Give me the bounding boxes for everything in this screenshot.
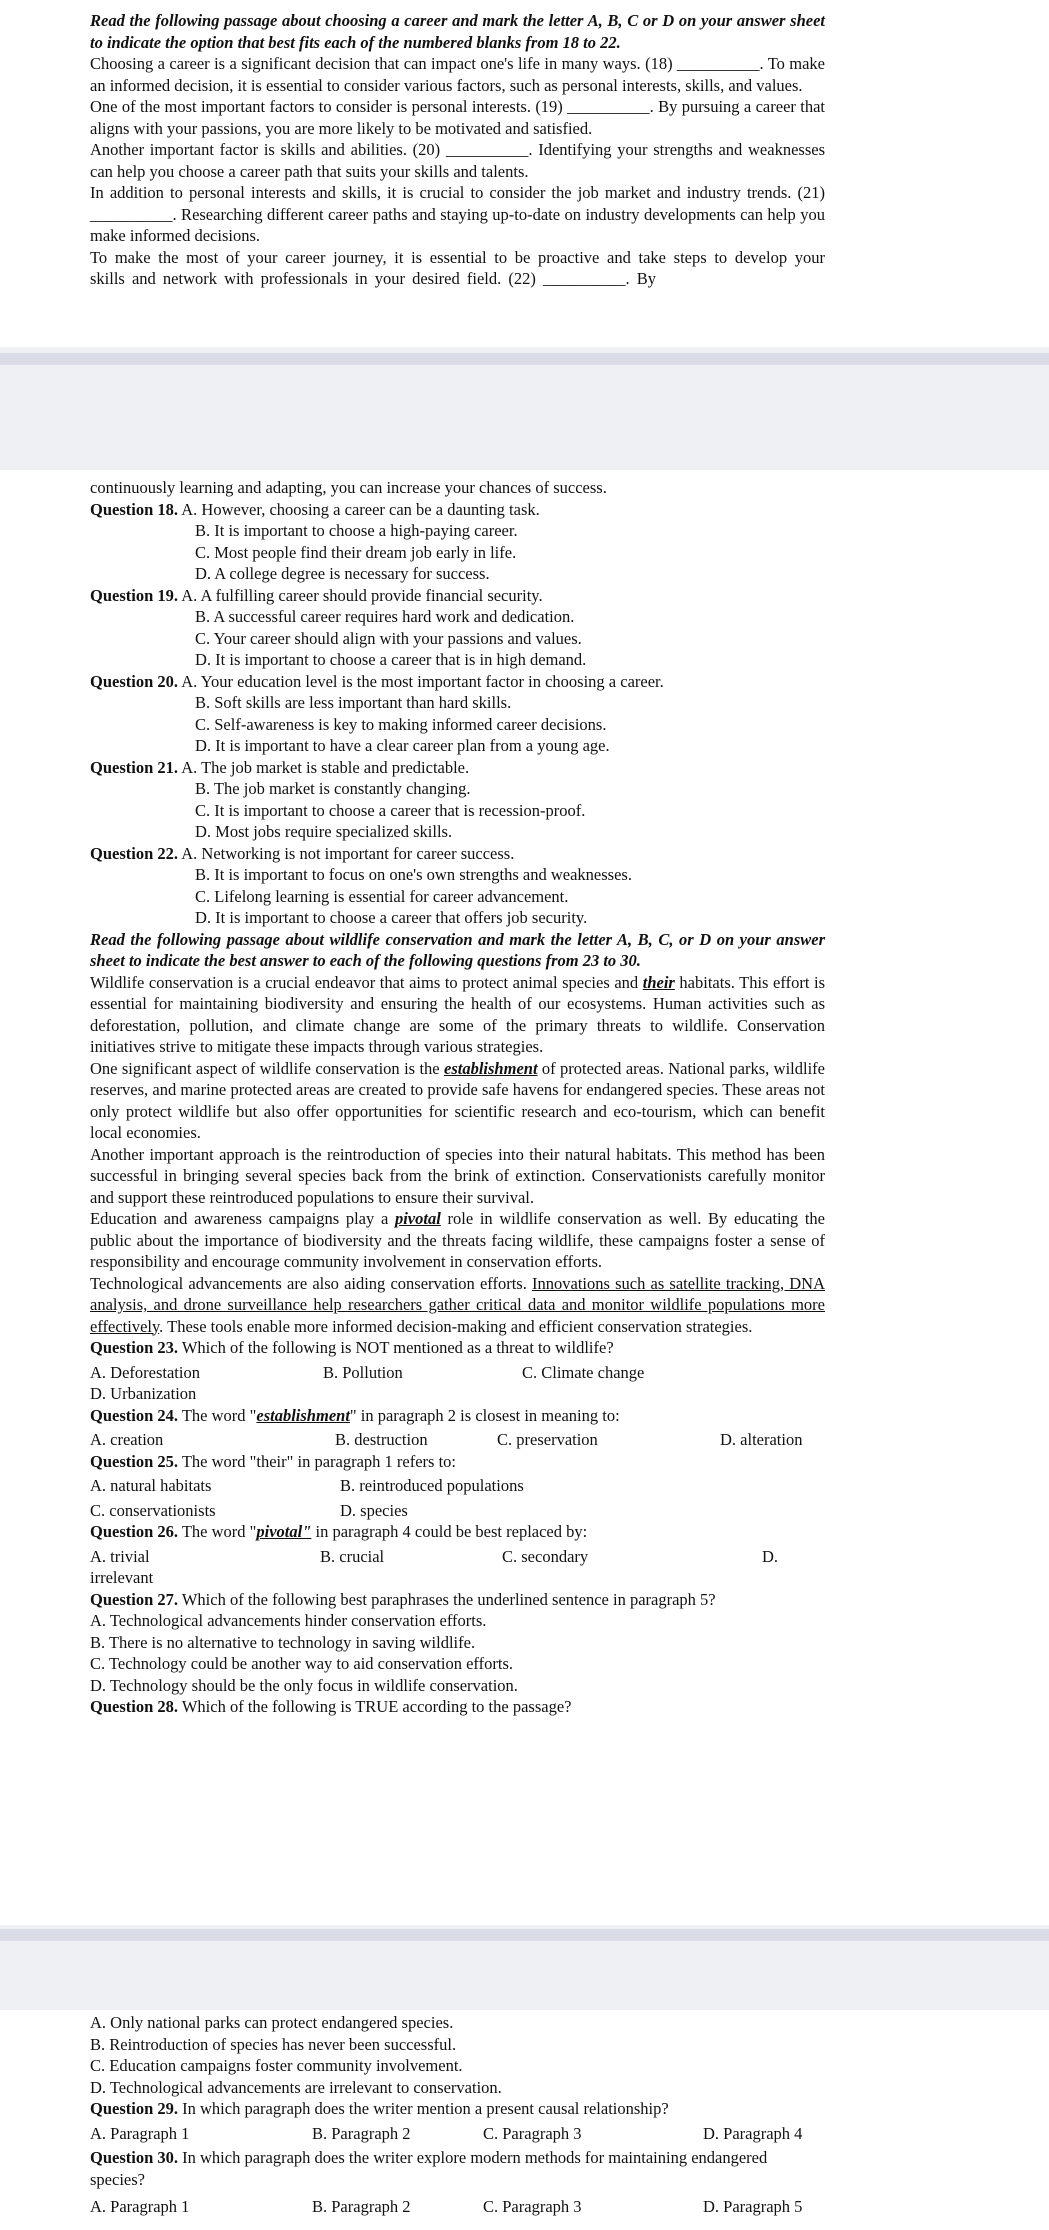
option-c[interactable]: C. Technology could be another way to aid conservation efforts. (90, 1654, 513, 1673)
question-18 (90, 499, 825, 585)
text-run: . These tools enable more informed decision-making and efficient conservation strategies. (159, 1316, 753, 1336)
option-a[interactable]: A. Technological advancements hinder conservation efforts. (90, 1611, 487, 1630)
question-text: Which of the following is TRUE according to the passage? (178, 1697, 572, 1716)
question-29 (90, 2098, 825, 2144)
question-text: Which of the following best paraphrases the underlined sentence in paragraph 5? (178, 1589, 716, 1609)
option-b[interactable]: B. Soft skills are less important than hard skills. (195, 693, 512, 712)
question-23 (90, 1337, 825, 1405)
text-run: The word " (178, 1522, 257, 1541)
instruction-wildlife: Read the following passage about wildlife conservation and mark the letter A, B, C, or D on your answer sheet to indicate the best answer to each of the following questions from 23 to 30. (90, 929, 825, 970)
page-1 (90, 10, 825, 290)
option-b[interactable]: B. There is no alternative to technology in saving wildlife. (90, 1632, 476, 1652)
career-continuation: continuously learning and adapting, you can increase your chances of success. (90, 478, 607, 497)
option-d[interactable]: D. A college degree is necessary for success. (195, 564, 490, 583)
option-b[interactable]: B. Reintroduction of species has never been successful. (90, 2034, 457, 2054)
question-label: Question 23. (90, 1338, 179, 1357)
question-text: In which paragraph does the writer mention a present causal relationship? (178, 2099, 669, 2118)
option-a[interactable]: A. Paragraph 1 (90, 2197, 190, 2216)
option-c[interactable]: C. Your career should align with your passions and values. (195, 628, 582, 648)
wildlife-paragraph-3: Another important approach is the reintroduction of species into their natural habitats. This method has been successful in bringing several species back from the brink of extinction. Conservationists carefully monitor and support these reintroduced populations to ensure their survival. (90, 1144, 825, 1207)
option-b[interactable]: B. reintroduced populations (340, 1476, 524, 1495)
page-3 (90, 2012, 825, 2218)
option-c[interactable]: C. secondary (502, 1546, 589, 1566)
career-paragraph-4: In addition to personal interests and skills, it is crucial to consider the job market and industry trends. (21) __________. Researching different career paths and staying up-to-date on industry developments can help you make informed decisions. (90, 183, 825, 245)
option-a[interactable]: A. Networking is not important for career success. (181, 843, 515, 863)
option-b[interactable]: B. destruction (335, 1430, 428, 1449)
text-run: Wildlife conservation is a crucial endeavor that aims to protect animal species and (90, 972, 643, 992)
question-label: Question 20. (90, 671, 179, 691)
wildlife-paragraph-5 (90, 1273, 825, 1338)
question-label: Question 30. (90, 2148, 179, 2167)
question-label: Question 26. (90, 1522, 179, 1541)
question-19 (90, 585, 825, 671)
question-label: Question 24. (90, 1405, 179, 1425)
question-30 (90, 2147, 825, 2218)
option-a[interactable]: A. Paragraph 1 (90, 2123, 190, 2143)
wildlife-paragraph-1 (90, 972, 825, 1058)
text-run: One significant aspect of wildlife conservation is the (90, 1058, 445, 1078)
question-label: Question 29. (90, 2099, 179, 2118)
option-a[interactable]: A. Deforestation (90, 1362, 200, 1382)
option-d[interactable]: D. It is important to choose a career that offers job security. (195, 908, 588, 927)
option-c[interactable]: C. Education campaigns foster community involvement. (90, 2056, 463, 2075)
option-d[interactable]: D. It is important to choose a career that is in high demand. (195, 650, 587, 669)
instruction-career: Read the following passage about choosing a career and mark the letter A, B, C or D on your answer sheet to indicate the option that best fits each of the numbered blanks from 18 to 22. (90, 11, 825, 52)
option-c[interactable]: C. Climate change (522, 1362, 645, 1382)
option-b[interactable]: B. A successful career requires hard work and dedication. (195, 607, 575, 626)
text-run: " in paragraph 2 is closest in meaning to: (349, 1405, 620, 1425)
option-a[interactable]: A. However, choosing a career can be a daunting task. (181, 499, 540, 519)
option-c[interactable]: C. Paragraph 3 (483, 2197, 582, 2216)
option-d[interactable]: D. It is important to have a clear career plan from a young age. (195, 736, 610, 755)
option-d[interactable]: D. (762, 1546, 779, 1566)
question-label: Question 18. (90, 499, 179, 519)
option-c[interactable]: C. conservationists (90, 1500, 216, 1520)
option-c[interactable]: C. Paragraph 3 (483, 2123, 582, 2143)
underlined-sentence: Innovations such as satellite tracking, DNA analysis, and drone surveillance help researchers gather critical data and monitor wildlife populations more effectively (90, 1273, 825, 1336)
question-label: Question 25. (90, 1451, 179, 1471)
quoted-word: pivotal" (256, 1522, 312, 1541)
option-d[interactable]: D. Urbanization (90, 1384, 197, 1403)
option-c[interactable]: C. Self-awareness is key to making informed career decisions. (195, 714, 607, 734)
option-b[interactable]: B. It is important to choose a high-paying career. (195, 521, 518, 540)
option-b[interactable]: B. Pollution (323, 1362, 403, 1382)
option-c[interactable]: C. preservation (497, 1430, 598, 1449)
page-gap-2-band (0, 1929, 1049, 1941)
question-25 (90, 1451, 825, 1522)
option-a[interactable]: A. Only national parks can protect endangered species. (90, 2013, 454, 2032)
page-gap-1 (0, 347, 1049, 470)
question-text: Which of the following is NOT mentioned as a threat to wildlife? (178, 1338, 614, 1357)
text-run: in paragraph 4 could be best replaced by: (311, 1522, 588, 1541)
page-gap-2 (0, 1925, 1049, 2010)
option-a[interactable]: A. The job market is stable and predictable. (181, 757, 470, 777)
option-b[interactable]: B. crucial (320, 1546, 385, 1566)
question-label: Question 19. (90, 585, 179, 605)
option-b[interactable]: B. Paragraph 2 (312, 2197, 411, 2216)
question-22 (90, 843, 825, 929)
page-gap-1-band (0, 353, 1049, 365)
underlined-word-their: their (642, 972, 675, 992)
option-a[interactable]: A. natural habitats (90, 1476, 212, 1495)
question-label: Question 27. (90, 1589, 179, 1609)
wildlife-paragraph-2 (90, 1058, 825, 1144)
option-d[interactable]: D. alteration (720, 1430, 803, 1449)
career-paragraph-2: One of the most important factors to consider is personal interests. (19) __________. By pursuing a career that aligns with your passions, you are more likely to be motivated and satisfied. (90, 97, 825, 138)
option-a[interactable]: A. creation (90, 1430, 164, 1449)
quoted-word: establishment (256, 1405, 350, 1425)
option-b[interactable]: B. It is important to focus on one's own strengths and weaknesses. (195, 865, 632, 884)
question-24 (90, 1405, 825, 1451)
text-run: role in wildlife conservation as well. By educating the public about the importance of biodiversity and the threats facing wildlife, these campaigns foster a sense of responsibility and encourage community involvement in conservation efforts. (90, 1209, 825, 1271)
option-c[interactable]: C. Lifelong learning is essential for career advancement. (195, 886, 569, 906)
text-run: The word " (178, 1405, 257, 1425)
question-27 (90, 1589, 825, 1697)
text-run: Technological advancements are also aiding conservation efforts. (90, 1273, 533, 1293)
option-d[interactable]: D. Most jobs require specialized skills. (195, 822, 453, 841)
question-text: The word "their" in paragraph 1 refers to: (178, 1451, 457, 1471)
text-run: of protected areas. National parks, wildlife reserves, and marine protected areas are created to provide safe havens for endangered species. These areas not only protect wildlife but also offer opportunities for scientific research and eco-tourism, which can benefit local economies. (90, 1058, 826, 1142)
option-c[interactable]: C. It is important to choose a career that is recession-proof. (195, 800, 586, 820)
career-paragraph-5: To make the most of your career journey, it is essential to be proactive and take steps to develop your skills and network with professionals in your desired field. (22) __________. By (90, 247, 825, 288)
option-d-text[interactable]: irrelevant (90, 1568, 154, 1587)
option-a[interactable]: A. A fulfilling career should provide financial security. (181, 585, 543, 605)
career-paragraph-3: Another important factor is skills and abilities. (20) __________. Identifying your strengths and weaknesses can help you choose a career path that suits your skills and talents. (90, 140, 825, 181)
question-26 (90, 1521, 825, 1589)
option-d[interactable]: D. Technological advancements are irrelevant to conservation. (90, 2077, 502, 2097)
option-d[interactable]: D. species (340, 1500, 408, 1520)
question-28 (90, 1696, 825, 1718)
option-b[interactable]: B. The job market is constantly changing. (195, 779, 471, 798)
text-run: habitats. This effort is essential for maintaining biodiversity and ensuring the health of our ecosystems. Human activities such as deforestation, pollution, and climate change are some of the primary threats to wildlife. Conservation initiatives strive to mitigate these impacts through various strategies. (90, 972, 825, 1056)
option-d[interactable]: D. Technology should be the only focus in wildlife conservation. (90, 1675, 518, 1695)
option-d[interactable]: D. Paragraph 4 (703, 2123, 803, 2143)
question-20 (90, 671, 825, 757)
option-a[interactable]: A. Your education level is the most important factor in choosing a career. (181, 671, 664, 691)
underlined-word-pivotal: pivotal (394, 1209, 441, 1228)
text-run: Education and awareness campaigns play a (90, 1209, 395, 1228)
question-28-options (90, 2012, 825, 2098)
wildlife-paragraph-4 (90, 1208, 825, 1273)
option-d[interactable]: D. Paragraph 5 (703, 2197, 803, 2216)
option-a[interactable]: A. trivial (90, 1546, 150, 1566)
question-label: Question 21. (90, 757, 179, 777)
question-label: Question 22. (90, 843, 179, 863)
career-paragraph-1: Choosing a career is a significant decision that can impact one's life in many ways. (18) __________. To make an informed decision, it is essential to consider various factors, such as personal interests, skills, and values. (90, 54, 825, 95)
question-text: In which paragraph does the writer explore modern methods for maintaining endangered species? (90, 2148, 768, 2189)
question-label: Question 28. (90, 1697, 179, 1716)
underlined-word-establishment: establishment (444, 1058, 538, 1078)
option-b[interactable]: B. Paragraph 2 (312, 2123, 411, 2143)
page-2 (90, 477, 825, 1718)
question-21 (90, 757, 825, 843)
option-c[interactable]: C. Most people find their dream job early in life. (195, 542, 517, 562)
